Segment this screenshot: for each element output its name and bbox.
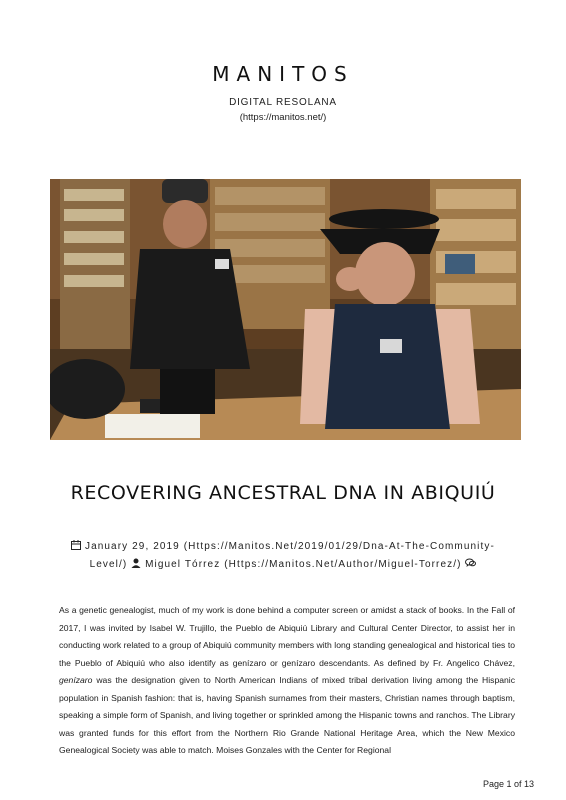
comments-icon[interactable] [465,557,476,574]
body-text-part: As a genetic genealogist, much of my work is done behind a computer screen or amidst a stack of books. In the Fall of 2017, I was invited by Isabel W. Trujillo, the Pueblo de Abiquiú Library and Cultural Center Director, to assist her in conducting work related to a group of Abiquiú community members with long standing genealogical and historical ties to the Pueblo of Abiquiú who also identify as genízaro or genízaro descendants. As defined by Fr. Angelico Chávez, [59,605,515,668]
body-text-part: was the designation given to North American Indians of mixed tribal derivation living among the Hispanic population in Spanish fashion: that is, having Spanish surnames from their masters, Christian names through baptism, speaking a simple form of Spanish, and living together or sprinkled among the Hispanic towns and ranchos. The Library was granted funds for this effort from the Northern Rio Grande National Heritage Area, which the New Mexico Genealogical Society was able to match. Moises Gonzales with the Center for Regional [59,675,515,755]
body-text-italic: genízaro [59,675,93,685]
post-meta [58,538,508,574]
site-title: MANITOS [212,62,354,86]
post-title: RECOVERING ANCESTRAL DNA IN ABIQUIÚ [70,482,496,504]
post-body [59,602,515,760]
user-icon [131,557,141,574]
calendar-icon [71,539,81,556]
site-tagline: DIGITAL RESOLANA [229,97,337,108]
site-url-link[interactable]: (https://manitos.net/) [239,112,327,123]
page-number: Page 1 of 13 [482,779,534,789]
post-author-link[interactable]: Miguel Tórrez (Https://Manitos.Net/Author/Miguel-Torrez/) [145,559,462,570]
hero-photo [50,179,521,440]
post-date-link[interactable]: January 29, 2019 (Https://Manitos.Net/2019/01/29/Dna-At-The-Community-Level/) [84,541,495,570]
